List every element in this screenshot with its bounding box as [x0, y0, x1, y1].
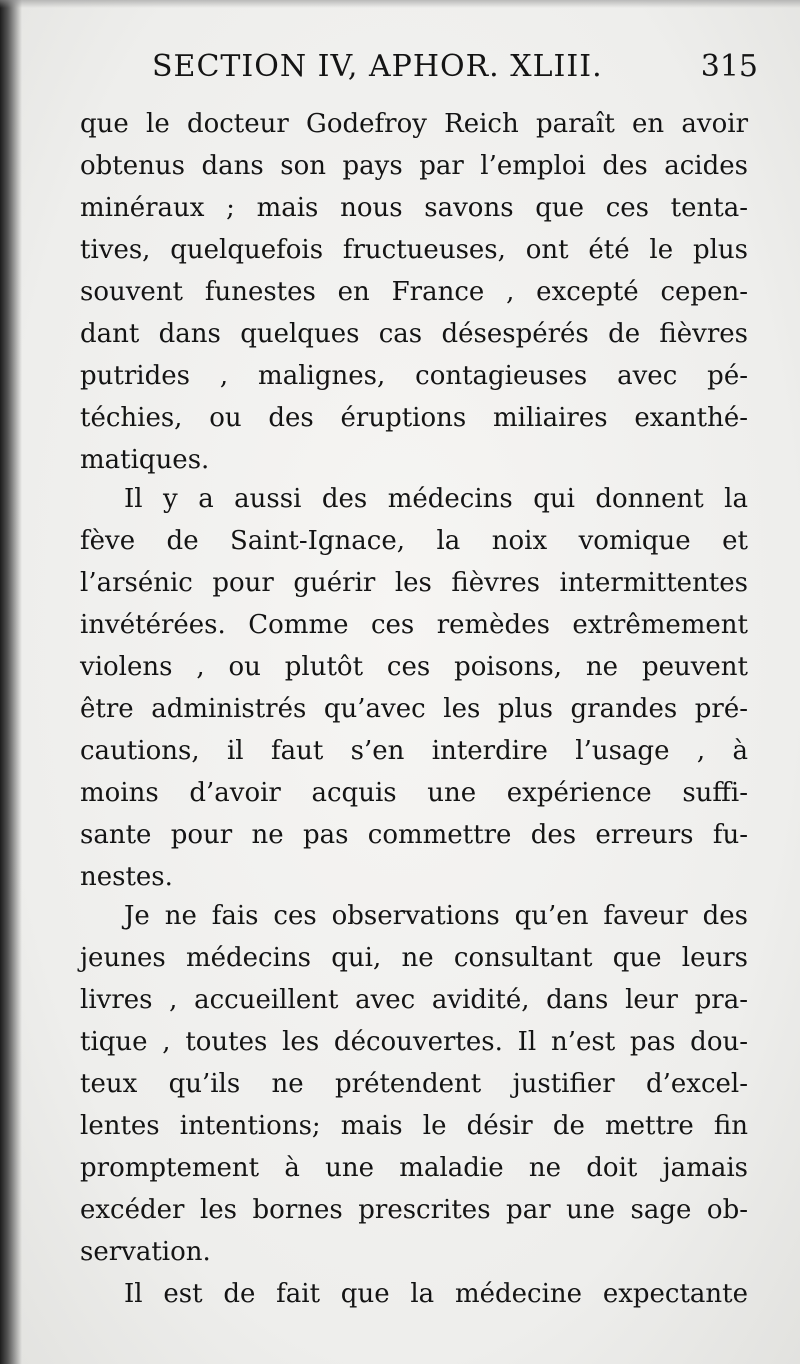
- text-line: souvent funestes en France , excepté cepen-: [80, 277, 748, 307]
- text-line: Il est de fait que la médecine expectante: [124, 1279, 748, 1309]
- text-line: matiques.: [80, 445, 210, 475]
- text-line: violens , ou plutôt ces poisons, ne peuvent: [80, 652, 748, 682]
- text-line: invétérées. Comme ces remèdes extrêmement: [80, 610, 748, 640]
- paragraph-1: [80, 103, 748, 481]
- header-title: SECTION IV, APHOR. XLIII.: [152, 49, 603, 84]
- text-line: sante pour ne pas commettre des erreurs fu-: [80, 820, 748, 850]
- text-line: livres , accueillent avec avidité, dans leur pra-: [80, 985, 748, 1015]
- text-line: moins d’avoir acquis une expérience suffi-: [80, 778, 748, 808]
- text-line: l’arsénic pour guérir les fièvres intermittentes: [80, 568, 748, 598]
- text-line: Il y a aussi des médecins qui donnent la: [124, 484, 748, 514]
- paragraph-3: [80, 895, 748, 1273]
- text-line: que le docteur Godefroy Reich paraît en avoir: [80, 109, 748, 139]
- text-line: téchies, ou des éruptions miliaires exanthé-: [80, 403, 748, 433]
- text-line: fève de Saint-Ignace, la noix vomique et: [80, 526, 748, 556]
- text-line: cautions, il faut s’en interdire l’usage , à: [80, 736, 748, 766]
- running-header: [152, 44, 762, 90]
- text-line: Je ne fais ces observations qu’en faveur des: [124, 901, 748, 931]
- text-line: lentes intentions; mais le désir de mettre fin: [80, 1111, 748, 1141]
- text-line: obtenus dans son pays par l’emploi des acides: [80, 151, 748, 181]
- text-line: excéder les bornes prescrites par une sage ob-: [80, 1195, 748, 1225]
- text-line: être administrés qu’avec les plus grandes pré-: [80, 694, 748, 724]
- text-line: tique , toutes les découvertes. Il n’est pas dou-: [80, 1027, 748, 1057]
- text-line: teux qu’ils ne prétendent justifier d’excel-: [80, 1069, 748, 1099]
- paragraph-4: [80, 1273, 748, 1315]
- text-line: tives, quelquefois fructueuses, ont été le plus: [80, 235, 748, 265]
- paragraph-2: [80, 478, 748, 898]
- text-line: jeunes médecins qui, ne consultant que leurs: [80, 943, 748, 973]
- page-number: 315: [700, 49, 758, 84]
- text-line: dant dans quelques cas désespérés de fièvres: [80, 319, 748, 349]
- text-line: minéraux ; mais nous savons que ces tenta-: [80, 193, 748, 223]
- binding-shadow: [0, 0, 22, 1364]
- text-line: nestes.: [80, 862, 173, 892]
- text-line: putrides , malignes, contagieuses avec pé-: [80, 361, 748, 391]
- text-line: servation.: [80, 1237, 211, 1267]
- page-top-edge: [0, 0, 800, 8]
- text-line: promptement à une maladie ne doit jamais: [80, 1153, 748, 1183]
